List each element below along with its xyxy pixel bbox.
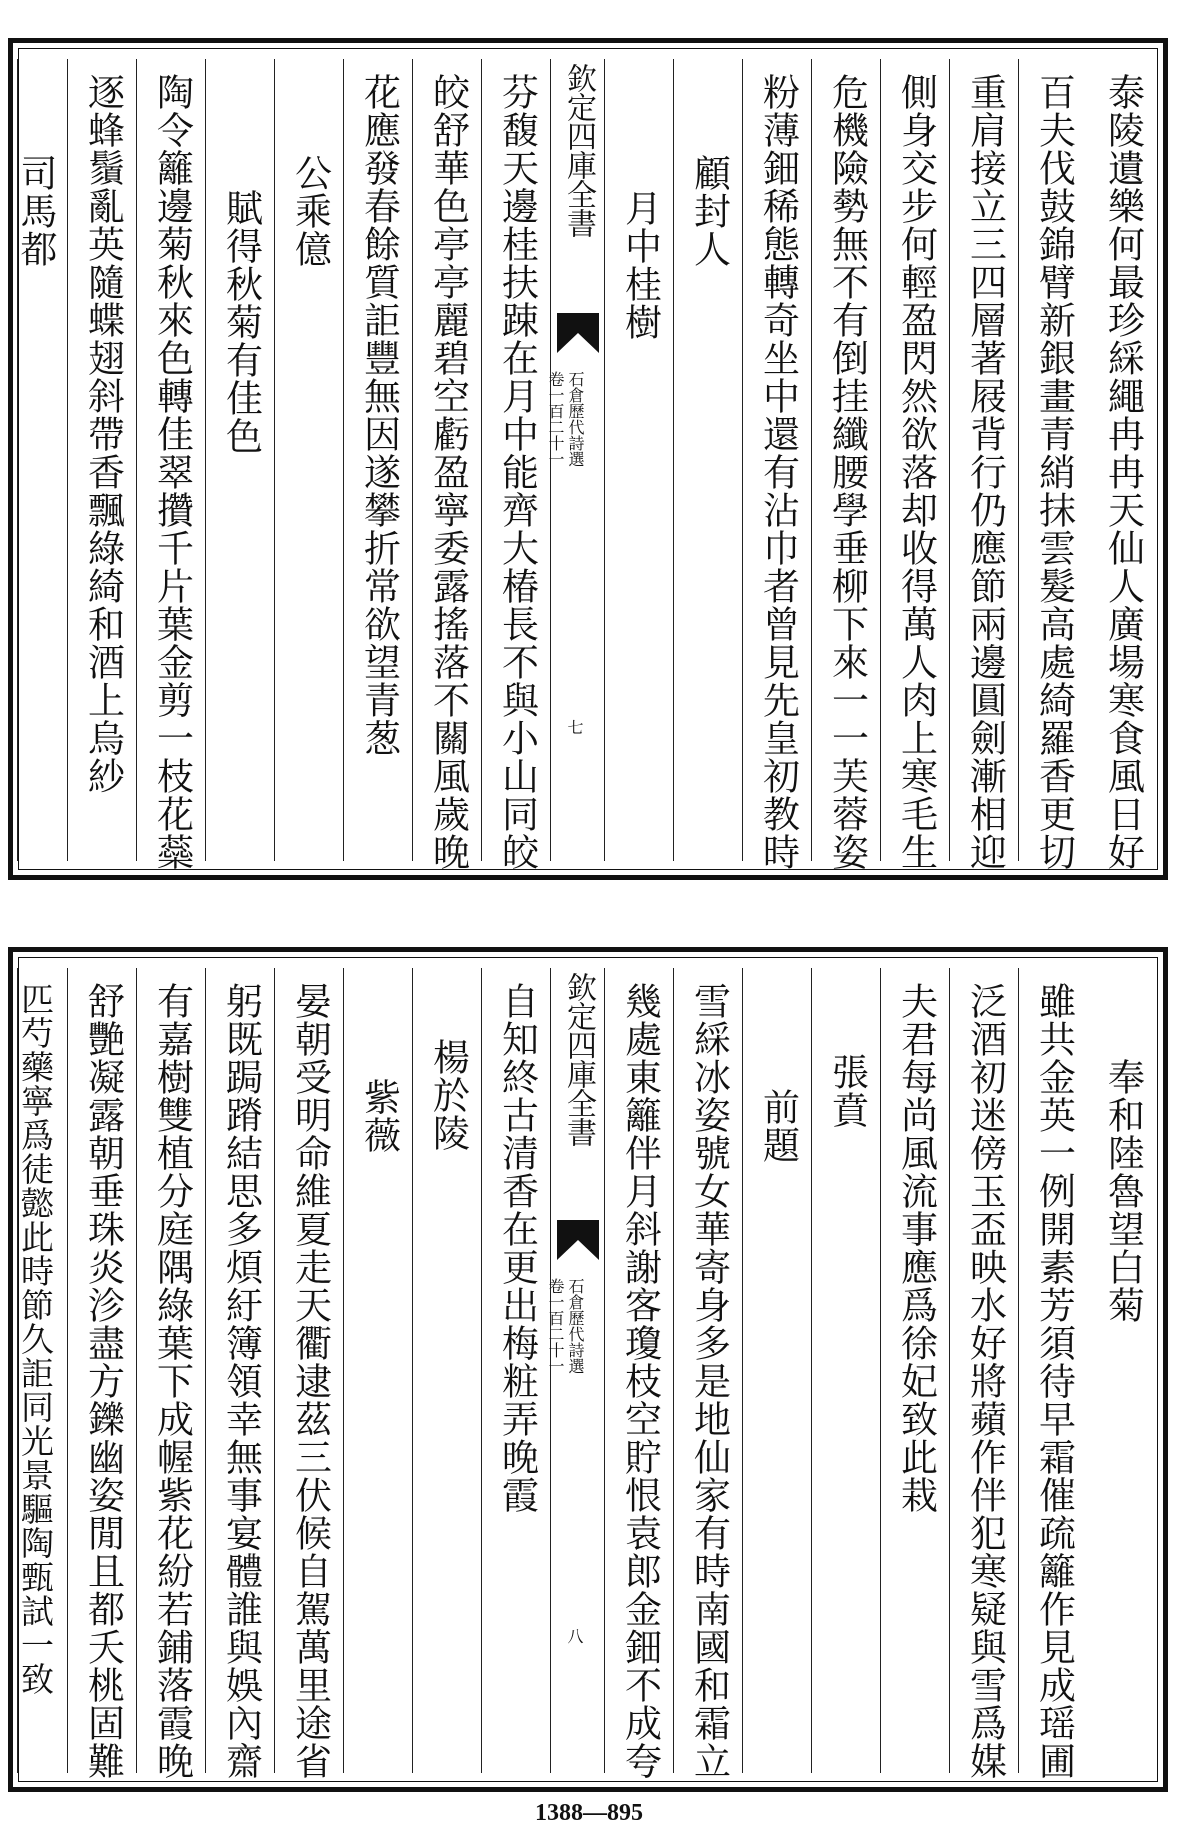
- text-column: [742, 59, 812, 871]
- text-column: [67, 59, 137, 861]
- column-text: 有嘉樹雙植分庭隅綠葉下成幄紫花紛若鋪落霞晚: [150, 982, 194, 1780]
- column-text: 雖共金英一例開素芳須待早霜催疏籬作見成瑶圃: [1032, 982, 1076, 1780]
- author-column: [811, 968, 881, 1773]
- text-column: [17, 968, 68, 1773]
- book-title: 欽定四庫全書: [561, 972, 596, 1146]
- author-name: 司馬都: [14, 154, 57, 268]
- column-text: 側身交步何輕盈閃然欲落却收得萬人肉上寒毛生: [894, 73, 938, 871]
- poem-title: 奉和陸魯望白菊: [1101, 1058, 1145, 1324]
- banner-volume: 卷一百二十一: [546, 1278, 565, 1374]
- column-text: 晏朝受明命維夏走天衢逮茲三伏候自駕萬里途省: [288, 982, 332, 1780]
- fishtail-mark-icon: [555, 1220, 601, 1268]
- poem-title-column: [742, 968, 812, 1773]
- column-text: 幾處東籬伴月斜謝客瓊枝空貯恨袁郎金鈿不成夸: [618, 982, 662, 1780]
- page-frame: [14, 48, 1158, 871]
- text-column: [1018, 59, 1088, 871]
- author-name: 顧封人: [687, 154, 731, 268]
- column-text: 舒艷凝露朝垂珠炎沴盡方鑠幽姿閒且都夭桃固難: [81, 982, 125, 1780]
- author-name: 楊於陵: [426, 1038, 470, 1152]
- text-column: [343, 59, 413, 861]
- column-text: 泛酒初迷傍玉盃映水好將蘋作伴犯寒疑與雪爲媒: [963, 982, 1007, 1780]
- column-text: 陶令籬邊菊秋來色轉佳翠攢千片葉金剪一枝花蘂: [150, 73, 194, 871]
- column-text: 花應發春餘質詎豐無因遂攀折常欲望青葱: [357, 73, 401, 757]
- poem-title: 紫薇: [357, 1078, 401, 1154]
- folio-number: 八: [565, 1628, 584, 1644]
- book-title: 欽定四庫全書: [561, 63, 596, 237]
- banner-source: 石倉歷代詩選: [566, 371, 585, 467]
- column-text: 匹芍藥寧爲徒懿此時節久詎同光景驅陶甄試一致: [16, 982, 55, 1696]
- text-column: [880, 968, 950, 1773]
- text-column: [481, 968, 551, 1773]
- poem-title: 月中桂樹: [618, 189, 662, 341]
- text-column: [136, 59, 206, 871]
- text-column: [604, 968, 674, 1780]
- document-page-bottom: [8, 947, 1168, 1792]
- center-banner: [546, 59, 605, 861]
- poem-title: 賦得秋菊有佳色: [219, 189, 263, 455]
- author-name: 公乘億: [288, 154, 332, 268]
- column-text: 芬馥天邊桂扶踈在月中能齊大椿長不與小山同皎: [495, 73, 539, 871]
- author-name: 張賁: [825, 1053, 869, 1129]
- column-text: 躬既跼蹐結思多煩紆簿領幸無事宴體誰與娛內齋: [219, 982, 263, 1780]
- poem-title: 前題: [756, 1088, 800, 1164]
- text-column: [67, 968, 137, 1780]
- text-column: [136, 968, 206, 1780]
- text-column: [949, 968, 1019, 1780]
- document-page-top: [8, 38, 1168, 880]
- poem-title-column: [1088, 968, 1157, 1773]
- column-text: 自知終古清香在更出梅粧弄晚霞: [495, 982, 539, 1514]
- column-text: 危機險勢無不有倒挂纖腰學垂柳下來一一芙蓉姿: [825, 73, 869, 871]
- text-column: [949, 59, 1019, 871]
- column-text: 夫君每尚風流事應爲徐妃致此栽: [894, 982, 938, 1514]
- text-column: [274, 968, 344, 1780]
- text-column: [412, 59, 482, 871]
- folio-number: 七: [565, 719, 584, 735]
- column-text: 粉薄鈿稀態轉奇坐中還有沾巾者曾見先皇初教時: [756, 73, 800, 871]
- text-column: [205, 968, 275, 1780]
- poem-title-column: [604, 59, 674, 861]
- author-column: [673, 59, 743, 861]
- author-column: [412, 968, 482, 1773]
- text-column: [880, 59, 950, 871]
- text-column: [1088, 59, 1157, 871]
- column-text: 皎舒華色亭亭麗碧空虧盈寧委露搖落不關風歲晚: [426, 73, 470, 871]
- text-column: [1018, 968, 1088, 1780]
- column-text: 百夫伐鼓錦臂新銀畫青綃抹雲髮高處綺羅香更切: [1032, 73, 1076, 871]
- text-column: [481, 59, 551, 871]
- fishtail-mark-icon: [555, 313, 601, 361]
- author-column: [14, 59, 68, 861]
- column-text: 泰陵遺樂何最珍綵繩冉冉天仙人廣場寒食風日好: [1101, 73, 1145, 871]
- poem-title-column: [343, 968, 413, 1773]
- column-text: 重肩接立三四層著屐背行仍應節兩邊圓劍漸相迎: [963, 73, 1007, 871]
- text-column: [811, 59, 881, 871]
- text-column: [673, 968, 743, 1780]
- banner-volume: 卷一百二十一: [546, 371, 565, 467]
- banner-source: 石倉歷代詩選: [566, 1278, 585, 1374]
- center-banner: [546, 968, 605, 1773]
- column-text: 雪綵冰姿號女華寄身多是地仙家有時南國和霜立: [687, 982, 731, 1780]
- page-frame: [18, 957, 1158, 1782]
- author-column: [274, 59, 344, 861]
- column-text: 逐蜂鬚亂英隨蝶翅斜帶香飄綠綺和酒上烏紗: [81, 73, 125, 795]
- poem-title-column: [205, 59, 275, 861]
- page-number: 1388—895: [535, 1800, 643, 1826]
